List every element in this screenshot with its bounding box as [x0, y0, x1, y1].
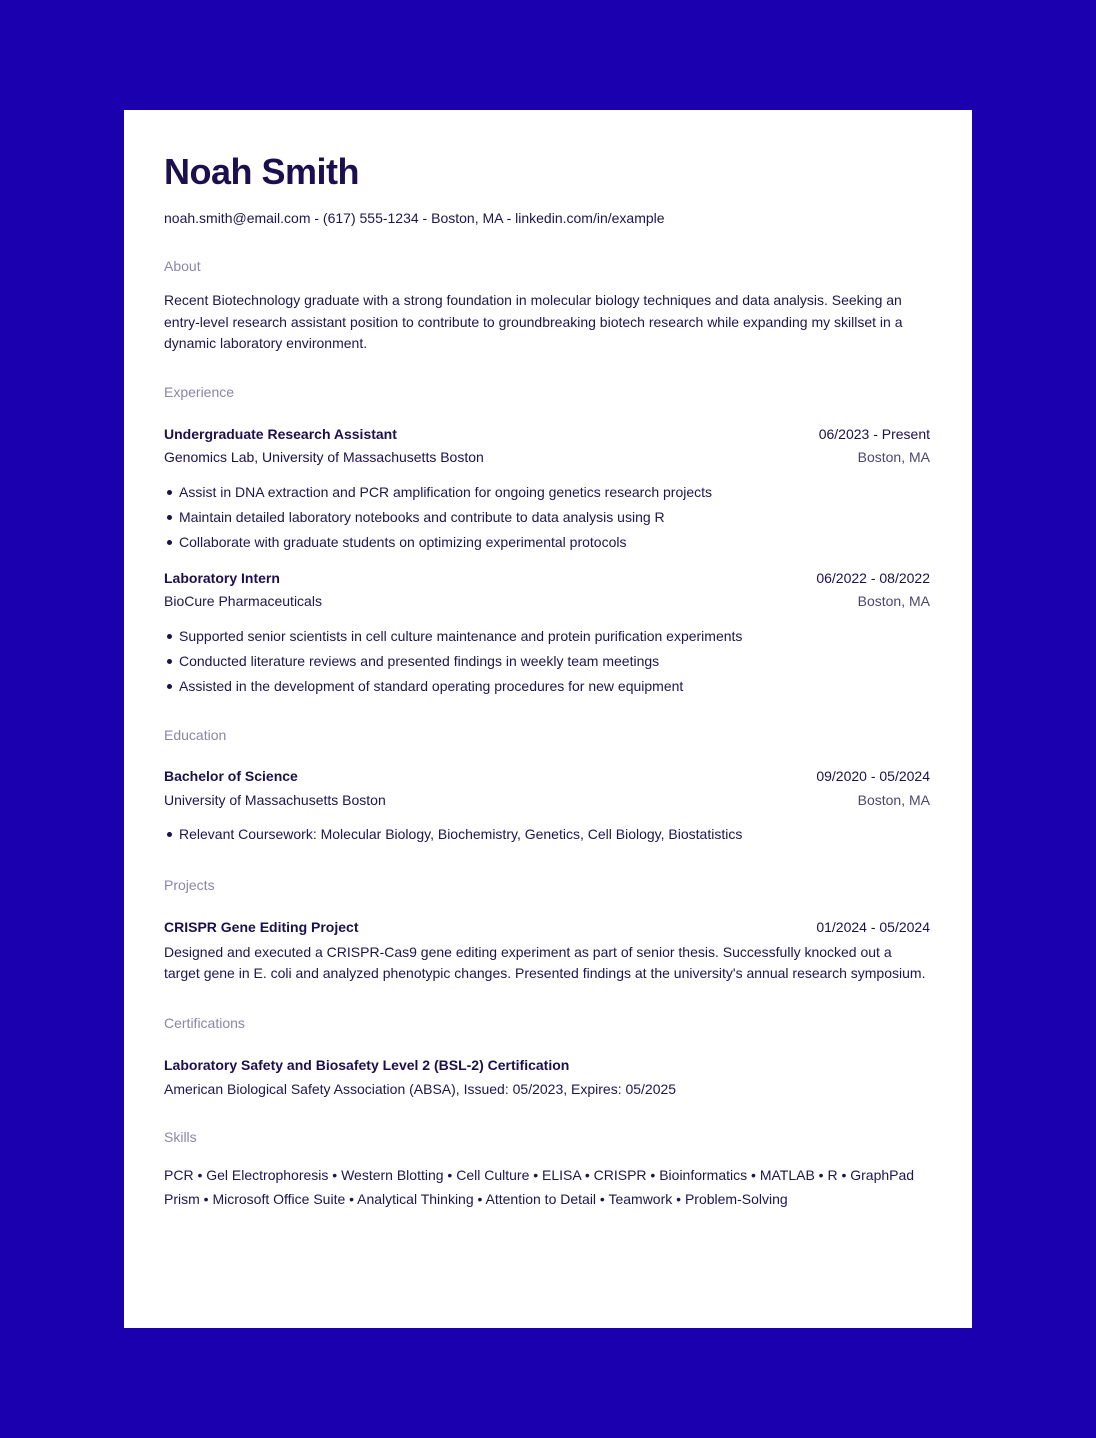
experience-org-row — [164, 449, 930, 466]
list-item: Conducted literature reviews and presented findings in weekly team meetings — [179, 653, 930, 670]
section-title-skills: Skills — [164, 1128, 197, 1145]
list-item: Collaborate with graduate students on optimizing experimental protocols — [179, 534, 930, 551]
job-location: Boston, MA — [857, 592, 930, 609]
experience-entry — [164, 426, 930, 551]
candidate-name: Noah Smith — [164, 151, 360, 192]
project-entry — [164, 919, 930, 985]
project-header-row — [164, 919, 930, 936]
experience-header-row — [164, 426, 930, 443]
degree: Bachelor of Science — [164, 767, 298, 784]
education-header-row — [164, 768, 930, 785]
contact-line: noah.smith@email.com - (617) 555-1234 - Boston, MA - linkedin.com/in/example — [164, 210, 665, 226]
education-dates: 09/2020 - 05/2024 — [816, 767, 930, 784]
job-bullets — [164, 628, 930, 695]
certification-entry — [164, 1057, 930, 1098]
education-bullets — [164, 826, 930, 843]
section-title-projects: Projects — [164, 876, 215, 893]
experience-org-row — [164, 593, 930, 610]
about-text: Recent Biotechnology graduate with a strong foundation in molecular biology techniques and data analysis. Seeking an entry-level research assistant position to contribute to groundbreaking biotech research while expanding my skillset in a dynamic laboratory environment. — [164, 292, 903, 351]
list-item: Maintain detailed laboratory notebooks and contribute to data analysis using R — [179, 509, 930, 526]
education-location: Boston, MA — [857, 791, 930, 808]
section-title-certifications: Certifications — [164, 1014, 245, 1031]
education-entry — [164, 768, 930, 843]
experience-entry — [164, 570, 930, 695]
certification-name-row — [164, 1057, 930, 1074]
section-title-experience: Experience — [164, 383, 235, 400]
job-role: Laboratory Intern — [164, 569, 280, 586]
project-description: Designed and executed a CRISPR-Cas9 gene editing experiment as part of senior thesis. Successfully knocked out a target gene in E. coli and analyzed phenotypic changes. Presented findings at the university's annual research symposium. — [164, 943, 926, 981]
job-org: Genomics Lab, University of Massachusetts Boston — [164, 448, 484, 465]
list-item: Supported senior scientists in cell culture maintenance and protein purification experiments — [179, 628, 930, 645]
list-item: Assisted in the development of standard operating procedures for new equipment — [179, 678, 930, 695]
list-item: Assist in DNA extraction and PCR amplification for ongoing genetics research projects — [179, 484, 930, 501]
project-name: CRISPR Gene Editing Project — [164, 918, 359, 935]
job-bullets — [164, 484, 930, 551]
experience-header-row — [164, 570, 930, 587]
job-role: Undergraduate Research Assistant — [164, 425, 397, 442]
certification-issuer: American Biological Safety Association (ABSA), — [164, 1080, 460, 1097]
job-dates: 06/2023 - Present — [818, 425, 930, 442]
certification-details: Issued: 05/2023, Expires: 05/2025 — [459, 1080, 677, 1097]
job-org: BioCure Pharmaceuticals — [164, 592, 322, 609]
job-location: Boston, MA — [857, 448, 930, 465]
job-dates: 06/2022 - 08/2022 — [816, 569, 930, 586]
section-title-about: About — [164, 258, 201, 274]
skills-list: PCR • Gel Electrophoresis • Western Blotting • Cell Culture • ELISA • CRISPR • Bioinformatics • MATLAB • R • GraphPad Prism • Microsoft Office Suite • Analytical Thinking • Attention to Detail • Teamwork • Problem-Solving — [164, 1166, 915, 1207]
resume-page — [124, 110, 972, 1328]
project-dates: 01/2024 - 05/2024 — [816, 918, 930, 935]
education-school-row — [164, 792, 930, 809]
certification-name: Laboratory Safety and Biosafety Level 2 (BSL-2) Certification — [164, 1056, 570, 1073]
school: University of Massachusetts Boston — [164, 791, 386, 808]
certification-issuer-row — [164, 1081, 930, 1098]
list-item: Relevant Coursework: Molecular Biology, Biochemistry, Genetics, Cell Biology, Biostatistics — [179, 826, 930, 843]
section-title-education: Education — [164, 726, 227, 743]
